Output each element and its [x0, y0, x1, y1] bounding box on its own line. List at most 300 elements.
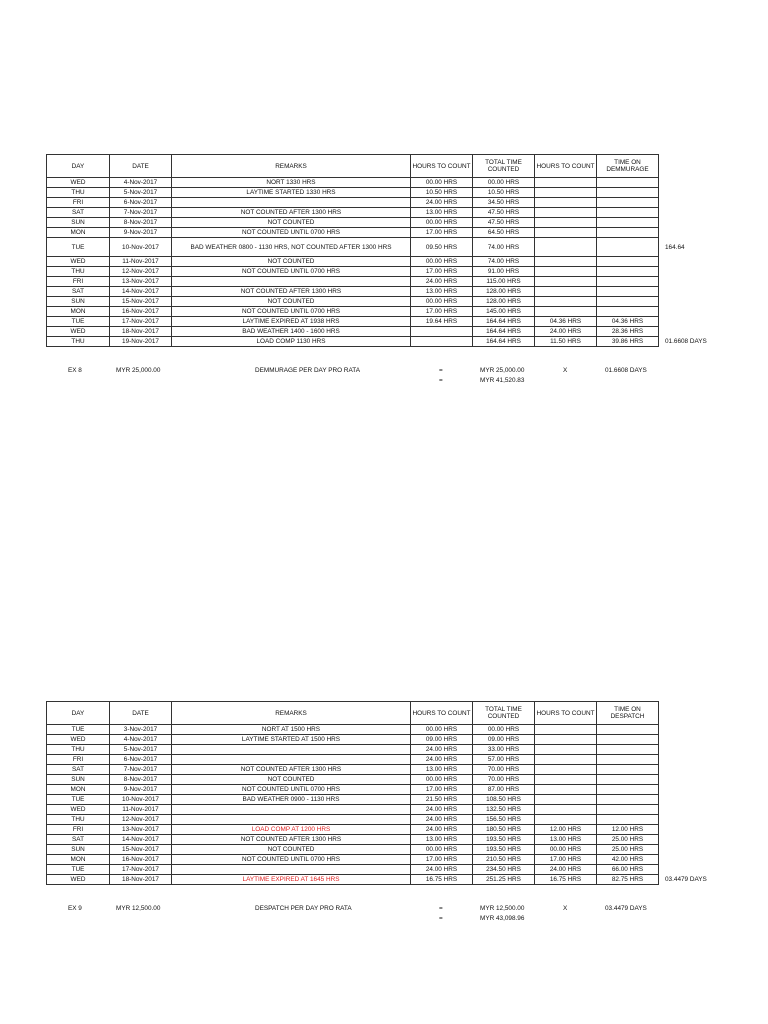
table-cell: [535, 267, 597, 277]
despatch-header: [47, 702, 729, 725]
table-row: [47, 297, 729, 307]
table-cell: [172, 815, 411, 825]
table-cell: 17.00 HRS: [535, 855, 597, 865]
table-row: [47, 735, 729, 745]
table-cell: [172, 198, 411, 208]
table-cell: TUE: [47, 238, 110, 257]
despatch-side-value: [659, 725, 729, 735]
table-row: [47, 257, 729, 267]
table-row: [47, 337, 729, 347]
table-cell: 70.00 HRS: [473, 775, 535, 785]
demurrage-calc-eq2: =: [439, 377, 443, 384]
table-cell: 24.00 HRS: [535, 327, 597, 337]
table-cell: SUN: [47, 218, 110, 228]
table-cell: NOT COUNTED AFTER 1300 HRS: [172, 287, 411, 297]
table-cell: 00.00 HRS: [411, 725, 473, 735]
table-cell: 00.00 HRS: [473, 725, 535, 735]
table-cell: 108.50 HRS: [473, 795, 535, 805]
table-cell: 234.50 HRS: [473, 865, 535, 875]
despatch-header-cell: TIME ON DESPATCH: [597, 702, 659, 725]
despatch-side-value: [659, 865, 729, 875]
table-cell: 12.00 HRS: [597, 825, 659, 835]
table-cell: 57.00 HRS: [473, 755, 535, 765]
table-cell: 04.36 HRS: [597, 317, 659, 327]
table-cell: [535, 307, 597, 317]
table-row: [47, 785, 729, 795]
despatch-side-value: [659, 835, 729, 845]
despatch-side-value: [659, 775, 729, 785]
table-cell: 13-Nov-2017: [110, 277, 172, 287]
demurrage-calculation: [0, 367, 768, 387]
despatch-side-value: [659, 815, 729, 825]
despatch-side-value: [659, 745, 729, 755]
table-cell: 16-Nov-2017: [110, 855, 172, 865]
table-cell: TUE: [47, 725, 110, 735]
table-cell: [535, 765, 597, 775]
table-cell: 13-Nov-2017: [110, 825, 172, 835]
table-cell: SUN: [47, 297, 110, 307]
demurrage-header-cell: DATE: [110, 155, 172, 178]
despatch-side-value: [659, 765, 729, 775]
table-cell: THU: [47, 337, 110, 347]
despatch-header-row: [47, 702, 729, 725]
table-cell: 164.64 HRS: [473, 327, 535, 337]
table-cell: [535, 755, 597, 765]
demurrage-header-cell: TOTAL TIME COUNTED: [473, 155, 535, 178]
table-row: [47, 208, 729, 218]
table-cell: 11.50 HRS: [535, 337, 597, 347]
demurrage-header-row: [47, 155, 729, 178]
table-cell: 164.64 HRS: [473, 317, 535, 327]
table-cell: 24.00 HRS: [411, 755, 473, 765]
table-cell: MON: [47, 855, 110, 865]
table-cell: 00.00 HRS: [411, 297, 473, 307]
table-cell: 04.36 HRS: [535, 317, 597, 327]
table-cell: [535, 805, 597, 815]
despatch-calc-op: X: [563, 905, 568, 912]
table-row: [47, 277, 729, 287]
table-row: [47, 775, 729, 785]
table-cell: 70.00 HRS: [473, 765, 535, 775]
table-cell: 9-Nov-2017: [110, 785, 172, 795]
table-cell: 42.00 HRS: [597, 855, 659, 865]
table-cell: 34.50 HRS: [473, 198, 535, 208]
table-cell: 17.00 HRS: [411, 267, 473, 277]
table-cell: MON: [47, 228, 110, 238]
demurrage-side-value: [659, 178, 729, 188]
table-cell: 15-Nov-2017: [110, 845, 172, 855]
table-cell: 12-Nov-2017: [110, 267, 172, 277]
table-cell: TUE: [47, 317, 110, 327]
demurrage-calc-result: MYR 41,520.83: [480, 377, 525, 384]
table-cell: 7-Nov-2017: [110, 208, 172, 218]
table-cell: 00.00 HRS: [411, 218, 473, 228]
table-cell: SAT: [47, 765, 110, 775]
table-cell: THU: [47, 815, 110, 825]
table-cell: 193.50 HRS: [473, 845, 535, 855]
table-cell: 47.50 HRS: [473, 208, 535, 218]
table-cell: 17.00 HRS: [411, 307, 473, 317]
table-cell: 156.50 HRS: [473, 815, 535, 825]
table-row: [47, 228, 729, 238]
demurrage-calc-desc: DEMMURAGE PER DAY PRO RATA: [255, 367, 360, 374]
table-cell: 17-Nov-2017: [110, 865, 172, 875]
despatch-calc-eq1: =: [439, 905, 443, 912]
table-cell: [597, 745, 659, 755]
table-cell: [535, 218, 597, 228]
table-cell: 6-Nov-2017: [110, 198, 172, 208]
despatch-header-cell: DATE: [110, 702, 172, 725]
demurrage-body: [47, 178, 729, 347]
table-row: [47, 317, 729, 327]
table-cell: [535, 795, 597, 805]
table-cell: WED: [47, 735, 110, 745]
table-cell: 19-Nov-2017: [110, 337, 172, 347]
demurrage-side-value: [659, 277, 729, 287]
table-cell: [597, 815, 659, 825]
table-cell: NOT COUNTED UNTIL 0700 HRS: [172, 307, 411, 317]
demurrage-side-value: [659, 198, 729, 208]
table-cell: 09.50 HRS: [411, 238, 473, 257]
table-cell: MON: [47, 307, 110, 317]
table-row: [47, 218, 729, 228]
table-cell: 8-Nov-2017: [110, 775, 172, 785]
table-cell: FRI: [47, 198, 110, 208]
table-cell: 00.00 HRS: [411, 845, 473, 855]
table-cell: WED: [47, 257, 110, 267]
table-cell: 21.50 HRS: [411, 795, 473, 805]
table-cell: [597, 765, 659, 775]
despatch-side-value: [659, 755, 729, 765]
table-cell: THU: [47, 188, 110, 198]
table-cell: [535, 785, 597, 795]
table-cell: 47.50 HRS: [473, 218, 535, 228]
demurrage-side-value: [659, 317, 729, 327]
table-cell: 10.50 HRS: [473, 188, 535, 198]
table-cell: [597, 795, 659, 805]
table-cell: [535, 277, 597, 287]
table-cell: [411, 337, 473, 347]
demurrage-side-value: [659, 287, 729, 297]
table-cell: 33.00 HRS: [473, 745, 535, 755]
table-cell: 14-Nov-2017: [110, 287, 172, 297]
table-row: [47, 875, 729, 885]
table-cell: 64.50 HRS: [473, 228, 535, 238]
table-row: [47, 198, 729, 208]
despatch-calc-days: 03.4479 DAYS: [605, 905, 647, 912]
table-row: [47, 805, 729, 815]
table-cell: THU: [47, 267, 110, 277]
table-cell: MON: [47, 785, 110, 795]
table-cell: TUE: [47, 795, 110, 805]
despatch-side-value: [659, 735, 729, 745]
table-cell: 164.64 HRS: [473, 337, 535, 347]
table-cell: [597, 735, 659, 745]
table-cell: 7-Nov-2017: [110, 765, 172, 775]
table-cell: NOT COUNTED UNTIL 0700 HRS: [172, 785, 411, 795]
table-cell: 10-Nov-2017: [110, 795, 172, 805]
table-cell: 24.00 HRS: [411, 198, 473, 208]
table-cell: WED: [47, 805, 110, 815]
table-cell: NOT COUNTED AFTER 1300 HRS: [172, 765, 411, 775]
despatch-header-cell: DAY: [47, 702, 110, 725]
table-cell: 00.00 HRS: [535, 845, 597, 855]
table-cell: [597, 257, 659, 267]
despatch-header-cell: HOURS TO COUNT: [411, 702, 473, 725]
table-cell: 145.00 HRS: [473, 307, 535, 317]
table-cell: 12-Nov-2017: [110, 815, 172, 825]
table-row: [47, 178, 729, 188]
despatch-calc-eq2: =: [439, 915, 443, 922]
table-cell: [597, 218, 659, 228]
table-cell: 16.75 HRS: [411, 875, 473, 885]
table-row: [47, 725, 729, 735]
demurrage-calc-op: X: [563, 367, 568, 374]
table-cell: [597, 267, 659, 277]
table-cell: 14-Nov-2017: [110, 835, 172, 845]
despatch-side-value: [659, 845, 729, 855]
demurrage-header-cell: DAY: [47, 155, 110, 178]
table-cell: 3-Nov-2017: [110, 725, 172, 735]
table-cell: 193.50 HRS: [473, 835, 535, 845]
table-cell: 82.75 HRS: [597, 875, 659, 885]
table-cell: 09.00 HRS: [411, 735, 473, 745]
demurrage-calc-eq1: =: [439, 367, 443, 374]
table-cell: [535, 228, 597, 238]
table-cell: 10-Nov-2017: [110, 238, 172, 257]
table-cell: 17.00 HRS: [411, 785, 473, 795]
table-cell: 251.25 HRS: [473, 875, 535, 885]
table-cell: 11-Nov-2017: [110, 805, 172, 815]
table-cell: 24.00 HRS: [411, 825, 473, 835]
table-cell: 15-Nov-2017: [110, 297, 172, 307]
demurrage-side-value: [659, 267, 729, 277]
table-cell: LOAD COMP AT 1200 HRS: [172, 825, 411, 835]
demurrage-header-cell: HOURS TO COUNT: [411, 155, 473, 178]
demurrage-side-value: [659, 327, 729, 337]
table-cell: NOT COUNTED UNTIL 0700 HRS: [172, 855, 411, 865]
table-row: [47, 845, 729, 855]
despatch-calc-value1: MYR 12,500.00: [480, 905, 525, 912]
demurrage-side-value: [659, 188, 729, 198]
table-cell: 12.00 HRS: [535, 825, 597, 835]
despatch-calc-label: EX 9: [68, 905, 82, 912]
table-cell: NOT COUNTED AFTER 1300 HRS: [172, 208, 411, 218]
table-cell: [535, 725, 597, 735]
table-cell: [597, 287, 659, 297]
table-row: [47, 835, 729, 845]
table-cell: 16-Nov-2017: [110, 307, 172, 317]
table-cell: FRI: [47, 825, 110, 835]
demurrage-side-value: 01.6608 DAYS: [665, 338, 707, 345]
table-row: [47, 327, 729, 337]
table-cell: THU: [47, 745, 110, 755]
demurrage-calc-value1: MYR 25,000.00: [480, 367, 525, 374]
table-cell: NOT COUNTED: [172, 845, 411, 855]
table-cell: [535, 257, 597, 267]
table-cell: NOT COUNTED UNTIL 0700 HRS: [172, 228, 411, 238]
table-cell: [535, 775, 597, 785]
despatch-table: [46, 701, 729, 885]
table-cell: [535, 188, 597, 198]
table-cell: 19.64 HRS: [411, 317, 473, 327]
despatch-header-cell: TOTAL TIME COUNTED: [473, 702, 535, 725]
despatch-side-value: [659, 805, 729, 815]
demurrage-side-value: [659, 307, 729, 317]
table-cell: [597, 228, 659, 238]
table-cell: [597, 208, 659, 218]
table-cell: 115.00 HRS: [473, 277, 535, 287]
table-cell: 24.00 HRS: [411, 805, 473, 815]
table-cell: NOT COUNTED: [172, 297, 411, 307]
table-cell: [535, 735, 597, 745]
demurrage-side-value: 164.64: [665, 243, 685, 251]
table-cell: [411, 327, 473, 337]
table-cell: 74.00 HRS: [473, 238, 535, 257]
table-cell: [535, 178, 597, 188]
table-cell: 210.50 HRS: [473, 855, 535, 865]
table-cell: 13.00 HRS: [411, 835, 473, 845]
demurrage-table: [46, 154, 729, 347]
table-cell: [597, 755, 659, 765]
table-cell: 11-Nov-2017: [110, 257, 172, 267]
table-row: [47, 865, 729, 875]
demurrage-side-value: [659, 208, 729, 218]
table-cell: LAYTIME STARTED AT 1500 HRS: [172, 735, 411, 745]
despatch-side-value: [659, 855, 729, 865]
demurrage-calc-amount: MYR 25,000.00: [116, 367, 161, 374]
table-cell: 180.50 HRS: [473, 825, 535, 835]
table-row: [47, 755, 729, 765]
table-cell: [172, 805, 411, 815]
table-cell: [597, 785, 659, 795]
table-cell: SAT: [47, 287, 110, 297]
despatch-calc-desc: DESPATCH PER DAY PRO RATA: [255, 905, 352, 912]
despatch-side-value: [659, 785, 729, 795]
table-cell: 66.00 HRS: [597, 865, 659, 875]
despatch-calc-result: MYR 43,098.96: [480, 915, 525, 922]
table-row: [47, 825, 729, 835]
demurrage-side-value: [659, 218, 729, 228]
table-cell: 17.00 HRS: [411, 228, 473, 238]
table-cell: 13.00 HRS: [411, 208, 473, 218]
table-cell: SUN: [47, 775, 110, 785]
despatch-side-value: [659, 795, 729, 805]
table-cell: 39.86 HRS: [597, 337, 659, 347]
table-row: [47, 307, 729, 317]
demurrage-side-value: [659, 228, 729, 238]
table-cell: NOT COUNTED: [172, 775, 411, 785]
table-cell: [597, 198, 659, 208]
demurrage-header-cell: HOURS TO COUNT: [535, 155, 597, 178]
table-cell: 4-Nov-2017: [110, 735, 172, 745]
demurrage-header-spacer: [659, 155, 729, 178]
table-cell: SAT: [47, 208, 110, 218]
table-cell: [172, 755, 411, 765]
table-cell: 09.00 HRS: [473, 735, 535, 745]
table-cell: [597, 775, 659, 785]
table-cell: 5-Nov-2017: [110, 745, 172, 755]
table-row: [47, 238, 729, 257]
table-row: [47, 795, 729, 805]
demurrage-header-cell: REMARKS: [172, 155, 411, 178]
table-cell: 24.00 HRS: [535, 865, 597, 875]
table-cell: LOAD COMP 1130 HRS: [172, 337, 411, 347]
table-cell: 16.75 HRS: [535, 875, 597, 885]
table-cell: [597, 238, 659, 257]
table-cell: 13.00 HRS: [411, 287, 473, 297]
table-row: [47, 855, 729, 865]
table-cell: [535, 745, 597, 755]
table-cell: [535, 238, 597, 257]
table-cell: 24.00 HRS: [411, 865, 473, 875]
table-cell: NOT COUNTED AFTER 1300 HRS: [172, 835, 411, 845]
table-cell: 25.00 HRS: [597, 845, 659, 855]
table-cell: 132.50 HRS: [473, 805, 535, 815]
table-cell: 9-Nov-2017: [110, 228, 172, 238]
table-cell: FRI: [47, 277, 110, 287]
table-row: [47, 745, 729, 755]
despatch-side-value: 03.4479 DAYS: [665, 876, 707, 883]
table-cell: [597, 307, 659, 317]
table-cell: NORT 1330 HRS: [172, 178, 411, 188]
table-cell: 24.00 HRS: [411, 277, 473, 287]
demurrage-header: [47, 155, 729, 178]
table-cell: 28.36 HRS: [597, 327, 659, 337]
table-cell: [597, 805, 659, 815]
table-cell: 17.00 HRS: [411, 855, 473, 865]
table-cell: LAYTIME EXPIRED AT 1645 HRS: [172, 875, 411, 885]
table-cell: [535, 198, 597, 208]
table-cell: NORT AT 1500 HRS: [172, 725, 411, 735]
table-cell: LAYTIME EXPIRED AT 1938 HRS: [172, 317, 411, 327]
table-row: [47, 267, 729, 277]
table-row: [47, 815, 729, 825]
table-cell: 18-Nov-2017: [110, 327, 172, 337]
table-cell: NOT COUNTED: [172, 257, 411, 267]
table-cell: TUE: [47, 865, 110, 875]
table-cell: [597, 725, 659, 735]
table-cell: 128.00 HRS: [473, 287, 535, 297]
table-cell: 13.00 HRS: [411, 765, 473, 775]
table-cell: 6-Nov-2017: [110, 755, 172, 765]
table-cell: 13.00 HRS: [535, 835, 597, 845]
despatch-calc-amount: MYR 12,500.00: [116, 905, 161, 912]
table-cell: 25.00 HRS: [597, 835, 659, 845]
table-row: [47, 188, 729, 198]
table-row: [47, 287, 729, 297]
table-cell: NOT COUNTED UNTIL 0700 HRS: [172, 267, 411, 277]
table-cell: 00.00 HRS: [473, 178, 535, 188]
table-cell: [535, 815, 597, 825]
table-cell: 24.00 HRS: [411, 745, 473, 755]
table-cell: [597, 178, 659, 188]
table-cell: [172, 745, 411, 755]
table-cell: 8-Nov-2017: [110, 218, 172, 228]
table-cell: BAD WEATHER 0800 - 1130 HRS, NOT COUNTED AFTER 1300 HRS: [172, 238, 411, 257]
despatch-header-cell: REMARKS: [172, 702, 411, 725]
table-cell: [597, 188, 659, 198]
table-cell: 87.00 HRS: [473, 785, 535, 795]
table-cell: BAD WEATHER 0900 - 1130 HRS: [172, 795, 411, 805]
table-cell: 5-Nov-2017: [110, 188, 172, 198]
despatch-body: [47, 725, 729, 885]
table-cell: 00.00 HRS: [411, 257, 473, 267]
table-cell: SAT: [47, 835, 110, 845]
table-cell: 24.00 HRS: [411, 815, 473, 825]
table-cell: [535, 208, 597, 218]
table-cell: [172, 865, 411, 875]
